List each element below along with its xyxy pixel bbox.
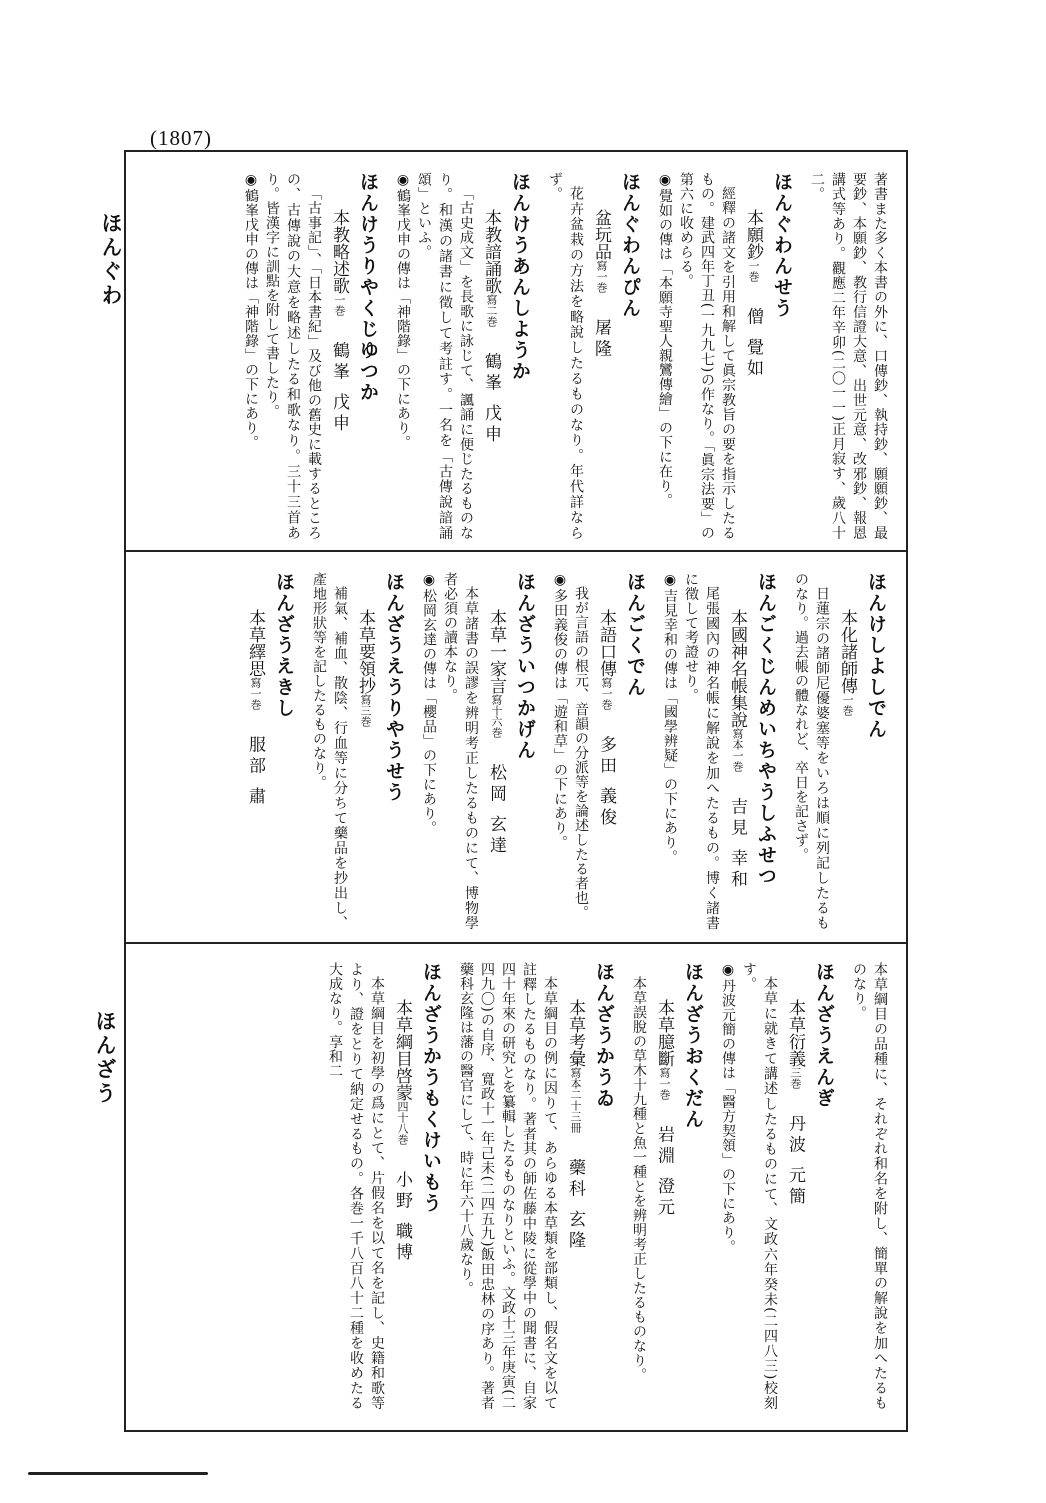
entry-author: 屠隆 (591, 318, 611, 361)
entry-headword: ほんぐわんぴん (619, 172, 641, 319)
dictionary-entry (240, 572, 298, 930)
entry-headword: ほんごくじんめいちやうしふせつ (755, 572, 777, 887)
entry-headword: ほんざうえんぎ (813, 962, 835, 1109)
band-bottom (144, 962, 890, 1410)
entry-title-line (832, 572, 862, 930)
entry-description: 補氣、補血、散陰、行血等に分ちて藥品を抄出し、產地形狀等を記したるものなり。 (311, 572, 348, 930)
band-divider (126, 942, 906, 944)
entry-author: 鶴峯 戊申 (481, 352, 501, 447)
entry-title: 本草繹思 (245, 609, 265, 678)
dictionary-entry (790, 572, 890, 930)
entry-author: 岩淵 澄元 (654, 1125, 674, 1220)
entry-volumes: 寫一巻 (249, 677, 262, 711)
entry-volumes: 一巻 (841, 694, 854, 717)
entry-title-line (560, 962, 590, 1410)
continued-text: 本草綱目の品種に、それぞれ和名を附し、簡單の解說を加へたるものなり。 (851, 962, 888, 1410)
running-head-top: ほんぐわ (99, 212, 124, 308)
entry-title: 本願鈔 (743, 209, 763, 261)
entry-title: 本語口傳 (596, 609, 616, 678)
entry-reference-note: ◉多田義俊の傳は「遊和草」の下にあり。 (552, 572, 568, 850)
entry-headword: ほんけうりやくじゆつか (357, 172, 379, 403)
dictionary-entry (628, 962, 707, 1410)
entry-title: 本化諸師傳 (837, 609, 857, 695)
entry-reference-note: ◉覺如の傳は「本願寺聖人親鸞傳繪」の下に在り。 (657, 172, 673, 508)
dictionary-entry (324, 962, 445, 1410)
entry-title-line (324, 172, 354, 540)
entry-title: 本草考彙 (565, 999, 585, 1068)
entry-volumes: 寫二巻 (485, 294, 498, 328)
entry-volumes: 寫一巻 (595, 260, 608, 294)
entry-author: 松岡 玄達 (486, 763, 506, 858)
entry-reference-note: ◉松岡玄達の傳は「櫻品」の下にあり。 (421, 572, 437, 835)
entry-title: 盆玩品 (591, 209, 611, 261)
entry-title-line (591, 572, 621, 930)
entry-headword: ほんざうかうもくけいもう (420, 962, 442, 1214)
entry-description: 「古史成文」を長歌に詠じて、諷誦に便じたるものなり。和漢の諸書に徵して考註す。一名を「古傳說諳誦頌」といふ。 (416, 172, 474, 540)
entry-description: 尾張國內の神名帳に解說を加へたるもの。博く諸書に徵して考證せり。 (683, 572, 720, 930)
dictionary-entry (308, 572, 408, 930)
entry-description: 我が言語の根元、音韻の分派等を論述したる者也。 (573, 586, 589, 920)
entry-volumes: 寫十六巻 (490, 694, 503, 739)
entry-headword: ほんぐわんせう (771, 172, 793, 319)
entry-headword: ほんけしよしでん (865, 572, 887, 740)
entry-volumes: 寫一巻 (658, 1067, 671, 1101)
dictionary-entry (455, 962, 618, 1410)
entry-title-line (240, 572, 270, 930)
dictionary-entry (240, 172, 382, 540)
entry-description: 本草諸書の誤謬を辨明考正したるものにて、博物學者必須の讀本なり。 (442, 572, 479, 930)
dictionary-entry (806, 172, 890, 540)
entry-title: 本草臆斷 (654, 999, 674, 1068)
continued-text: 著書また多く本書の外に、口傳鈔、執持鈔、願願鈔、最要鈔、本願鈔、教行信證大意、出世元意、改邪鈔、報恩講式等あり。觀應二年辛卯(二〇一一)正月寂す、歲八十二。 (809, 172, 888, 540)
entry-title-line (586, 172, 616, 540)
entry-reference-note: ◉吉見幸和の傳は「國學辨疑」の下にあり。 (662, 572, 678, 864)
entry-title-line (738, 172, 768, 540)
entry-author: 僧 覺如 (743, 307, 763, 381)
entry-volumes: 三巻 (789, 1067, 802, 1090)
entry-reference-note: ◉丹波元簡の傳は「醫方契領」の下にあり。 (720, 962, 736, 1254)
dictionary-entry (654, 172, 796, 540)
entry-volumes: 寫一巻 (600, 677, 613, 711)
entry-title-line (481, 572, 511, 930)
entry-volumes: 一巻 (333, 294, 346, 317)
entry-title-line (350, 572, 380, 930)
band-middle (144, 572, 890, 930)
dictionary-entry (544, 172, 644, 540)
entry-description: 「古事記」、「日本書紀」及び他の舊史に載するところの、古傳說の大意を略述したる和歌なり。三十三首あり。皆漢字に訓點を附して書したり。 (264, 172, 322, 540)
entry-author: 吉見 幸和 (727, 797, 747, 892)
entry-author: 小野 職博 (392, 1170, 412, 1265)
entry-volumes: 寫本一巻 (731, 728, 744, 773)
entry-title: 本草要領抄 (355, 609, 375, 695)
entry-headword: ほんごくでん (624, 572, 646, 698)
entry-author: 鶴峯 戊申 (329, 341, 349, 436)
entry-reference-note: ◉鶴峯戊申の傳は「神階錄」の下にあり。 (395, 172, 411, 450)
entry-title-line (476, 172, 506, 540)
entry-headword: ほんざうおくだん (682, 962, 704, 1130)
entry-title-line (722, 572, 752, 930)
entry-title: 本教略述歌 (329, 209, 349, 295)
dictionary-entry (717, 962, 838, 1410)
page-number: (1807) (150, 126, 212, 150)
entry-author: 服部 肅 (245, 735, 265, 809)
entry-description: 本草に就きて講述したるものにて、文政六年癸未(二四八三)校刻す。 (741, 962, 778, 1410)
dictionary-entry (392, 172, 534, 540)
band-divider (126, 550, 906, 552)
entry-author: 丹波 元簡 (785, 1114, 805, 1209)
running-head-bottom: ほんざう (93, 1010, 118, 1106)
entry-author: 多田 義俊 (596, 735, 616, 830)
entry-title-line (649, 962, 679, 1410)
dictionary-entry (659, 572, 780, 930)
entry-headword: ほんざうえうりやうせう (383, 572, 405, 803)
band-top (144, 172, 890, 540)
entry-author (837, 716, 857, 742)
entry-description: 本草誤脫の草木十九種と魚一種とを辨明考正したるものなり。 (631, 976, 647, 1382)
entry-description: 本草綱目を初學の爲にとて、片假名を以て名を記し、史籍和歌等より、證をとりて納定せるもの。各巻一千八百八十二種を收めたる大成なり。享和二 (327, 962, 385, 1410)
dictionary-entry (549, 572, 649, 930)
entry-volumes: 四十八巻 (396, 1101, 409, 1146)
entry-title: 本教諳誦歌 (481, 209, 501, 295)
scan-edge-mark (28, 1472, 208, 1475)
entry-description: 日蓮宗の諸師尼優婆塞等をいろは順に列記したるものなり。過去帳の體なれど、卒日を記さず。 (793, 572, 830, 930)
entry-title-line (780, 962, 810, 1410)
entry-author: 藥科 玄隆 (565, 1158, 585, 1253)
dictionary-entry (418, 572, 539, 930)
entry-title: 本國神名帳集說 (727, 609, 747, 729)
entry-volumes: 一巻 (747, 260, 760, 283)
entry-title: 本草一家言 (486, 609, 506, 695)
entry-headword: ほんざういつかげん (514, 572, 536, 761)
entry-title: 本草衍義 (785, 999, 805, 1068)
entry-title-line (387, 962, 417, 1410)
entry-reference-note: ◉鶴峯戊申の傳は「神階錄」の下にあり。 (243, 172, 259, 450)
entry-headword: ほんけうあんしようか (509, 172, 531, 382)
entry-description: 經釋の諸文を引用和解して眞宗教旨の要を指示したるもの。建武四年丁丑(一九九七)の作なり。「眞宗法要」の第六に收めらる。 (678, 172, 736, 540)
entry-volumes: 寫三巻 (359, 694, 372, 728)
entry-headword: ほんざうかうゐ (593, 962, 615, 1109)
entry-title: 本草綱目啓蒙 (392, 999, 412, 1102)
entry-volumes: 寫本二十三冊 (569, 1067, 582, 1134)
page-frame (124, 150, 908, 1432)
entry-headword: ほんざうえきし (273, 572, 295, 719)
dictionary-entry (848, 962, 890, 1410)
entry-description: 本草綱目の例に因りて、あらゆる本草類を部類し、假名文を以て註釋したるものなり。著者其の師佐藤中陵に從學中の聞書に、自家四十年來の研究とを纂輯したるものなりといふ。文政十三年庚寅(二四九〇)の自序、寬政十一年己未(二四五九)飯田忠林の序あり。著者藥科玄隆は藩の醫官にして、時に年六十八歲なり。 (458, 962, 558, 1410)
entry-description: 花卉盆栽の方法を略說したるものなり。年代詳ならず。 (547, 172, 584, 540)
entry-author (355, 727, 375, 753)
